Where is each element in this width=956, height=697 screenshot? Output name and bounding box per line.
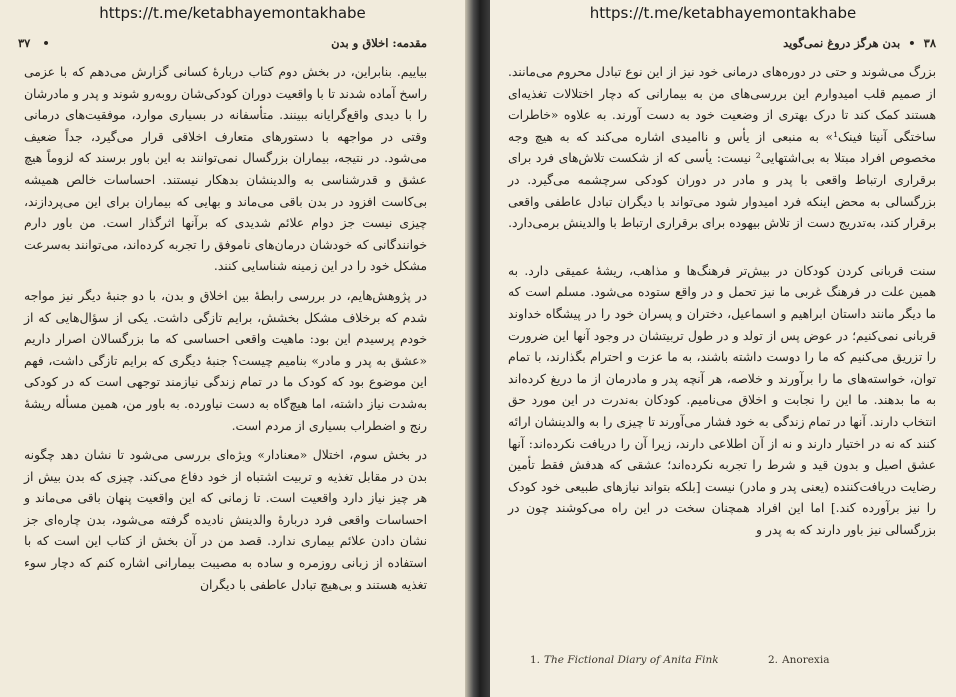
page-number: ۳۷ — [18, 36, 31, 50]
head-bullet: • — [908, 36, 916, 50]
running-head — [18, 36, 427, 50]
book-spine-gutter — [465, 0, 490, 697]
paragraph: بزرگ می‌شوند و حتی در دوره‌های درمانی خود نیز از این نوع تبادل محروم می‌مانند. از صمیم قلب امیدوارم این بررسی‌های من به بیمارانی که دچار اختلالات تغذیه‌ای هستند کمک کند تا درک بهتری از وضعیت خود به دست آورند. به علاوه «خاطرات ساختگی آنیتا فینک¹» به منبعی از یأس و ناامیدی اشاره می‌کند که به هیچ وجه مخصوص افراد مبتلا به بی‌اشتهایی² نیست: یأسی که از شکست تلاش‌های فرد برای برقراری ارتباط واقعی با پدر و مادر در دوران کودکی سرچشمه می‌گیرد. در بزرگسالی به محض اینکه فرد امیدوار شود می‌تواند با دیگران تبادل عاطفی واقعی برقرار کند، به‌تدریج دست از تلاش بیهوده برای برقراری ارتباط با والدینش برمی‌دارد. — [508, 65, 936, 231]
footnote-number: 1. — [530, 654, 541, 666]
page-body-text — [508, 62, 936, 541]
right-book-page — [490, 0, 956, 697]
running-head — [516, 36, 936, 50]
footnote-text: Anorexia — [782, 654, 830, 666]
channel-url: https://t.me/ketabhayemontakhabe — [589, 4, 857, 22]
footnotes — [530, 654, 886, 666]
chapter-title: مقدمه: اخلاق و بدن — [331, 36, 427, 50]
head-bullet: • — [42, 36, 50, 50]
page-number: ۳۸ — [923, 36, 936, 50]
left-book-page — [0, 0, 465, 697]
paragraph: در پژوهش‌هایم، در بررسی رابطهٔ بین اخلاق و بدن، با دو جنبهٔ دیگر نیز مواجه شدم که برخلاف مشکل بخشش، برایم تازگی داشت. یکی از سؤال‌هایی که از خودم پرسیدم این بود: ماهیت واقعی احساسی که ما بزرگسالان اصرار داریم «عشق به پدر و مادر» بنامیم چیست؟ جنبهٔ دیگری که برایم تازگی داشت، فهم این موضوع بود که کودک ما در تمام زندگی نیازمند توجهی است که در کودکی به‌شدت نیاز داشته، اما هیچ‌گاه به دست نیاورده. به باور من، همین مسأله ریشهٔ رنج و اضطراب بسیاری از مردم است. — [24, 288, 427, 433]
footnote-1 — [530, 654, 722, 666]
footnote-text: The Fictional Diary of Anita Fink — [544, 654, 719, 666]
page-body-text — [24, 62, 427, 596]
channel-url: https://t.me/ketabhayemontakhabe — [99, 4, 366, 22]
paragraph: سنت قربانی کردن کودکان در بیش‌تر فرهنگ‌ها و مذاهب، ریشهٔ عمیقی دارد. به همین علت در فرهنگ غربی ما نیز تحمل و در واقع ستوده می‌شود. مسلم است که ما دیگر مانند داستان ابراهیم و اسماعیل، دختران و پسران خود را در پیشگاه خداوند قربانی نمی‌کنیم؛ در عوض پس از تولد و در طول تربیتشان در وجود آنها این ضرورت را تزریق می‌کنیم که ما را دوست داشته باشند، به ما عزت و احترام بگذارند، با تمام توان، خواسته‌های ما را برآورند و خلاصه، هر آنچه پدر و مادرمان از ما دریغ کرده‌اند به ما بدهند. ما این را نجابت و اخلاق می‌نامیم. کودکان به‌ندرت در این مورد حق انتخاب دارند. آنها در تمام زندگی به خود فشار می‌آورند تا چیزی را به والدینشان ارائه کنند که نه در اختیار دارند و نه از آن اطلاعی دارند، زیرا آن را دریافت نکرده‌اند: آنها عشق اصیل و بدون قید و شرط را تجربه نکرده‌اند؛ عشقی که هدفش فقط تأمین رضایت دریافت‌کننده (یعنی پدر و مادر) نیست [بلکه بتواند نیازهای طبیعی خود کودک را نیز برآورده کند.] اما این افراد همچنان سخت در این راه می‌کوشند چون در بزرگسالی نیز باور دارند که به پدر و — [507, 263, 936, 537]
book-title: بدن هرگز دروغ نمی‌گوید — [783, 36, 901, 50]
paragraph: بیاییم. بنابراین، در بخش دوم کتاب دربارهٔ کسانی گزارش می‌دهم که با عزمی راسخ آماده شدند تا با واقعیت دوران کودکی‌شان روبه‌رو شوند و پدر و مادرشان را با دیدی واقع‌گرایانه ببینند. متأسفانه در بسیاری موارد، موفقیت‌های درمانی وقتی در مواجهه با دستورهای متعارف اخلاقی قرار می‌گیرد، جداً ضعیف می‌شود. در نتیجه، بیماران بزرگسال نمی‌توانند به این باور برسند که لزوماً هیچ عشق و قدرشناسی به والدینشان بدهکار نیستند. احساسات خالص همیشه بی‌کاست افزود در بدن باقی می‌ماند و بهایی که بیماران برای این می‌پردازند، چیزی نیست جز دوام علائم شدیدی که برآنها اثرگذار است. من باور دارم خوانندگانی که خودشان درمان‌های ناموفق را تجربه کرده‌اند، می‌توانند به‌سرعت مشکل خود را در این زمینه شناسایی کنند. — [24, 65, 427, 274]
footnote-number: 2. — [768, 654, 779, 666]
paragraph: در بخش سوم، اختلال «معنادار» ویژه‌ای بررسی می‌شود تا نشان دهد چگونه بدن در مقابل تغذیه و تربیت اشتباه از خود دفاع می‌کند. چیزی که بدن بیش از هر چیز نیاز دارد واقعیت است. تا زمانی که این واقعیت پنهان باقی می‌ماند و احساسات واقعی فرد دربارهٔ والدینش نادیده گرفته می‌شود، بدن چاره‌ای جز نشان دادن علائم بیماری ندارد. قصد من در آن بخش از کتاب این است که با استفاده از زبانی روزمره و ساده به مصیبت بیمارانی اشاره کنم که دچار سوء تغذیه هستند و بی‌هیچ تبادل عاطفی با دیگران — [24, 448, 427, 592]
footnote-2 — [768, 654, 829, 666]
